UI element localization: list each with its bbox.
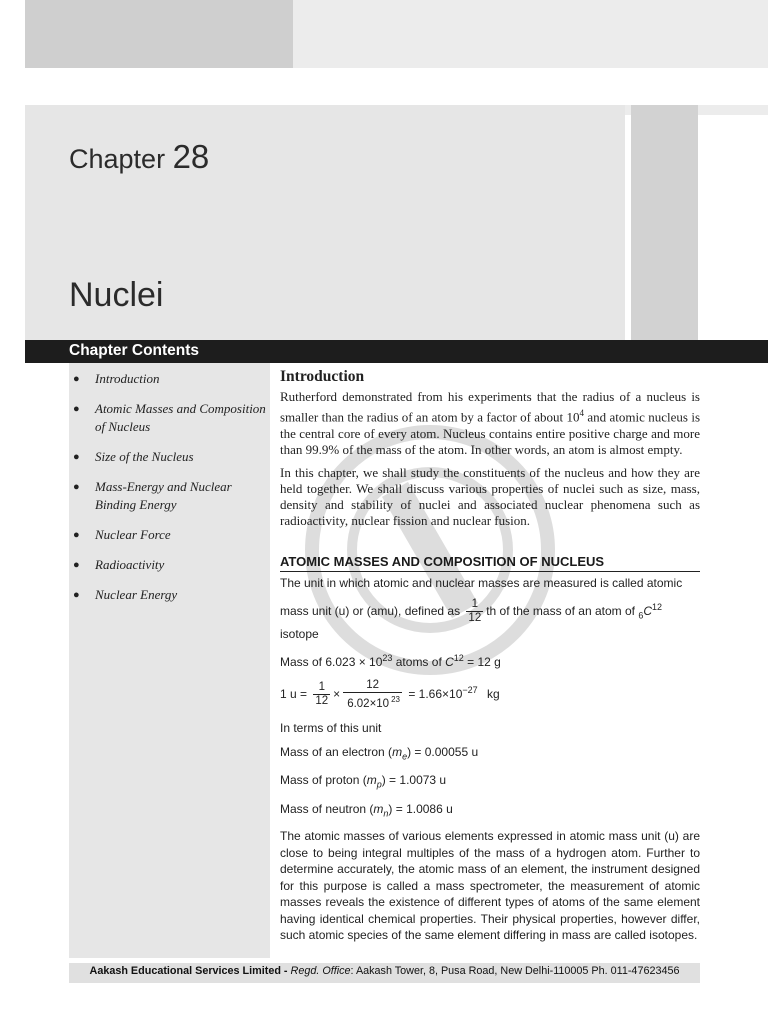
bullet-icon: ● xyxy=(73,451,80,463)
definition-line-2: mass unit (u) or (amu), defined as $\frac{1}{12}$ th of the mass of an atom of $_6C^{12}$ xyxy=(280,598,663,625)
amu-equation: 1 u = $\frac{1}{12}$ × $\frac{12}{6.02\times 10 ^{23}}$ = $1.66\times 10^{-27}$ kg xyxy=(280,679,500,710)
top-band-light xyxy=(293,0,768,68)
chapter-word: Chapter xyxy=(69,144,166,174)
isotopes-paragraph: The atomic masses of various elements expressed in atomic mass unit (u) are close to being integral multiples of the mass of a hydrogen atom. Further to determine accurately, the atomic mass of an element, the instrument designed for this purpose is called a mass spectrometer, the measurement of atomic masses reveals the existence of different types of atoms of the same element having identical chemical properties. Their physical properties, however differ, such atomic species of the same element differing in mass are called isotopes. xyxy=(280,829,700,943)
toc-item[interactable]: ● Nuclear Energy xyxy=(73,587,178,602)
intro-paragraph-1: Rutherford demonstrated from his experiments that the radius of a nucleus is smaller than the radius of an atom by a factor of about $10^4$ and atomic nucleus is the central core of every atom. Nucleus contains entire positive charge and more than 99.9% of the mass of the atom. In other words, an atom is almost empty. xyxy=(280,389,701,458)
section-heading-atomic-masses: ATOMIC MASSES AND COMPOSITION OF NUCLEUS xyxy=(280,554,700,572)
toc-item[interactable]: ● Nuclear Force xyxy=(73,527,171,542)
table-of-contents xyxy=(69,370,270,616)
definition-line-1: The unit in which atomic and nuclear masses are measured is called atomic xyxy=(280,575,683,590)
intro-paragraph-2: In this chapter, we shall study the constituents of the nucleus and how they are held together. We shall discuss various properties of nuclei such as size, mass, density and stability of nuclei and associated nuclear phenomena such as radioactivity, nuclear fission and nuclear fusion. xyxy=(280,464,700,529)
toc-item[interactable]: ● Atomic Masses and Composition of Nucleus xyxy=(73,401,266,434)
fraction-one-twelfth: $\frac{1}{12}$ xyxy=(468,598,482,625)
toc-item[interactable]: ● Size of the Nucleus xyxy=(73,449,194,464)
neutron-mass: Mass of neutron $(m_n) = 1.0086$ u xyxy=(280,801,453,819)
toc-item[interactable]: ● Mass-Energy and Nuclear Binding Energy xyxy=(73,479,232,512)
section-heading-introduction: Introduction xyxy=(280,368,365,385)
chapter-number: 28 xyxy=(172,138,210,175)
toc-item[interactable]: ● Radioactivity xyxy=(73,557,165,572)
proton-mass: Mass of proton $(m_p) = 1.0073$ u xyxy=(280,773,447,790)
top-band-dark xyxy=(25,0,293,68)
terms-line: In terms of this unit xyxy=(280,720,382,735)
mass-statement: Mass of $6.023 \times 10^{23}$ atoms of $C^{12} = 12$ g xyxy=(280,653,501,670)
toc-item[interactable]: ● Introduction xyxy=(73,371,160,386)
chapter-heading xyxy=(69,138,209,176)
header-decor-dark xyxy=(631,105,698,341)
bullet-icon: ● xyxy=(73,373,80,385)
bullet-icon: ● xyxy=(73,403,80,415)
bullet-icon: ● xyxy=(73,529,80,541)
chapter-contents-label: Chapter Contents xyxy=(69,342,200,359)
bullet-icon: ● xyxy=(73,559,80,571)
bullet-icon: ● xyxy=(73,589,80,601)
header-decor-white xyxy=(698,115,768,341)
chapter-name: Nuclei xyxy=(69,276,164,314)
footer-text: Aakash Educational Services Limited - Regd. Office: Aakash Tower, 8, Pusa Road, New Delhi-110005 Ph. 011-47623456 xyxy=(89,965,680,977)
main-content xyxy=(280,368,700,950)
atomic-masses-body xyxy=(280,574,700,944)
bullet-icon: ● xyxy=(73,481,80,493)
definition-line-3: isotope xyxy=(280,627,319,642)
electron-mass: Mass of an electron $(m_e) = 0.00055$ u xyxy=(280,744,479,762)
